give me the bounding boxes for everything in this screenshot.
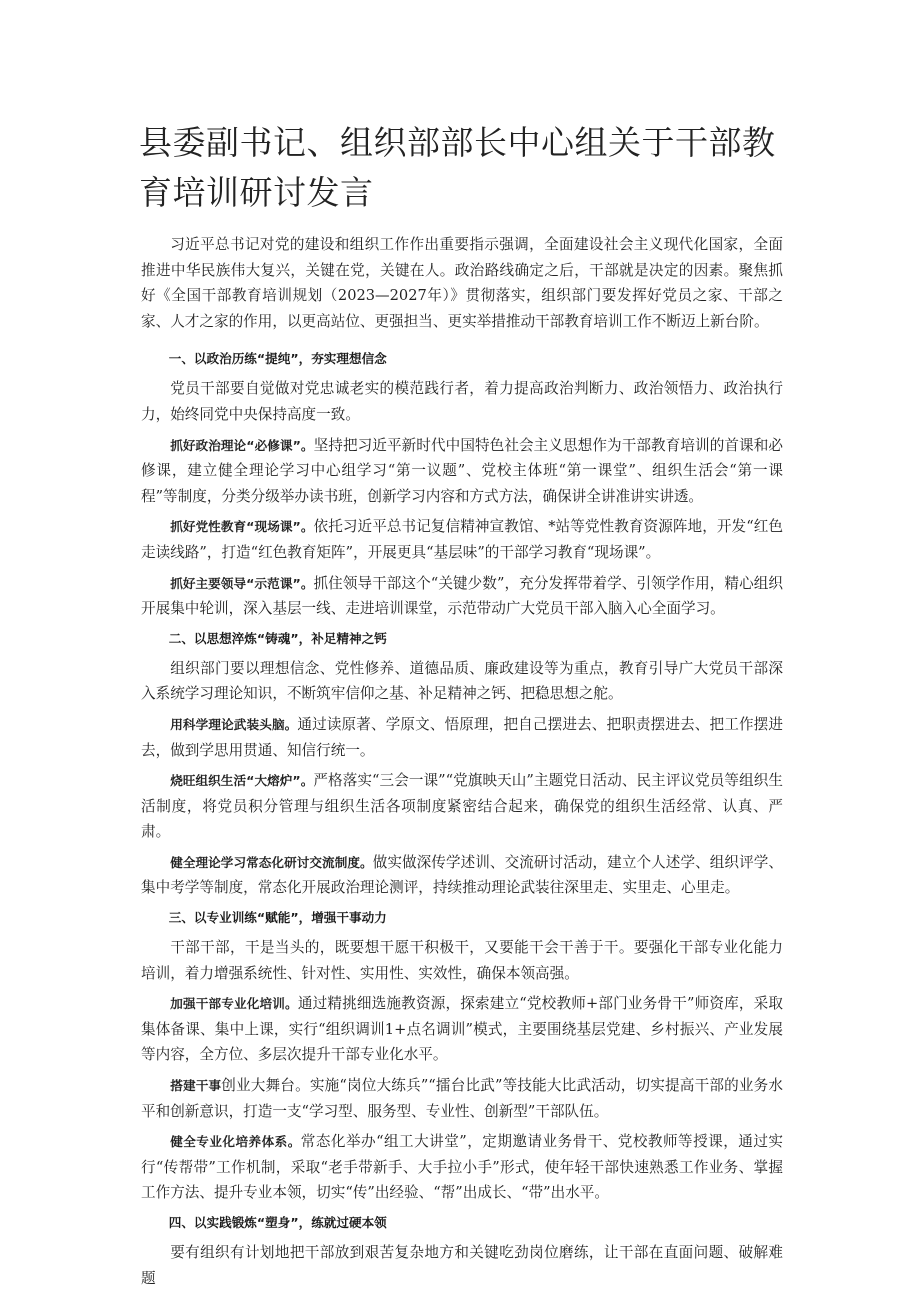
- section-item: [141, 514, 783, 565]
- item-text: 严格落实“三会一课”“党旗映天山”主题党日活动、民主评议党员等组织生活制度，将党员积分管理与组织生活各项制度紧密结合起来，确保党的组织生活经常、认真、严肃。: [141, 772, 783, 841]
- section-item: [141, 571, 783, 622]
- section-item: [141, 712, 783, 763]
- item-lead: 抓好党性教育“现场课”。: [170, 519, 314, 535]
- item-text: 通过读原著、学原文、悟原理，把自己摆进去、把职责摆进去、把工作摆进去，做到学思用贯通、知信行统一。: [141, 715, 783, 759]
- item-lead: 健全理论学习常态化研讨交流制度。: [170, 854, 373, 870]
- item-text: 抓住领导干部这个“关键少数”，充分发挥带着学、引领学作用，精心组织开展集中轮训，深入基层一线、走进培训课堂，示范带动广大党员干部入脑入心全面学习。: [141, 574, 783, 618]
- section-summary: 干部干部，干是当头的，既要想干愿干积极干，又要能干会干善于干。要强化干部专业化能力培训，着力增强系统性、针对性、实用性、实效性，确保本领高强。: [141, 939, 783, 982]
- item-lead: 抓好主要领导“示范课”。: [170, 575, 314, 591]
- section-item: [141, 1129, 783, 1206]
- item-lead: 抓好政治理论“必修课”。: [170, 437, 314, 453]
- item-text: 通过精挑细选施教资源，探索建立“党校教师+部门业务骨干”师资库，采取集体备课、集中上课，实行“组织调训1+点名调训”模式，主要围绕基层党建、乡村振兴、产业发展等内容，全方位、多层次提升干部专业化水平。: [141, 995, 783, 1064]
- item-text: 坚持把习近平新时代中国特色社会主义思想作为干部教育培训的首课和必修课，建立健全理论学习中心组学习“第一议题”、党校主体班“第一课堂”、组织生活会“第一课程”等制度，分类分级举办读书班，创新学习内容和方式方法，确保讲全讲准讲实讲透。: [141, 436, 783, 505]
- item-lead: 加强干部专业化培训。: [170, 996, 298, 1012]
- item-text: 做实做深传学述训、交流研讨活动，建立个人述学、组织评学、集中考学等制度，常态化开展政治理论测评，持续推动理论武装往深里走、实里走、心里走。: [141, 853, 783, 897]
- section-item: [141, 850, 783, 901]
- intro-paragraph: 习近平总书记对党的建设和组织工作作出重要指示强调，全面建设社会主义现代化国家，全面推进中华民族伟大复兴，关键在党，关键在人。政治路线确定之后，干部就是决定的因素。聚焦抓好《全国干部教育培训规划（2023—2027年）》贯彻落实，组织部门要发挥好党员之家、干部之家、人才之家的作用，以更高站位、更强担当、更实举措推动干部教育培训工作不断迈上新台阶。: [141, 236, 783, 330]
- section-item: [141, 1073, 783, 1124]
- item-text: 创业大舞台。实施“岗位大练兵”“擂台比武”等技能大比武活动，切实提高干部的业务水平和创新意识，打造一支“学习型、服务型、专业性、创新型”干部队伍。: [141, 1077, 783, 1120]
- section-item: [141, 433, 783, 510]
- section-summary: 组织部门要以理想信念、党性修养、道德品质、廉政建设等为重点，教育引导广大党员干部深入系统学习理论知识，不断筑牢信仰之基、补足精神之钙、把稳思想之舵。: [141, 659, 783, 703]
- item-text: 依托习近平总书记复信精神宣教馆、*站等党性教育资源阵地，开发“红色走读线路”，打造“红色教育矩阵”，开展更具“基层味”的干部学习教育“现场课”。: [141, 518, 783, 561]
- section-heading: 一、以政治历练“提纯”，夯实理想信念: [168, 351, 387, 367]
- item-lead: 搭建干事: [170, 1078, 222, 1094]
- section-item: [141, 768, 783, 845]
- item-text: 常态化举办“组工大讲堂”，定期邀请业务骨干、党校教师等授课，通过实行“传帮带”工作机制，采取“老手带新手、大手拉小手”形式，使年轻干部快速熟悉工作业务、掌握工作方法、提升专业本领，切实“传”出经验、“帮”出成长、“带”出水平。: [141, 1133, 783, 1202]
- item-lead: 用科学理论武装头脑。: [170, 716, 298, 732]
- section-item: [141, 991, 783, 1068]
- item-lead: 烧旺组织生活“大熔炉”。: [170, 773, 314, 789]
- section-heading: 三、以专业训练“赋能”，增强干事动力: [168, 910, 387, 926]
- section-heading: 二、以思想淬炼“铸魂”，补足精神之钙: [168, 630, 387, 646]
- item-lead: 健全专业化培养体系。: [170, 1134, 301, 1150]
- document-title: 县委副书记、组织部部长中心组关于干部教育培训研讨发言: [139, 123, 776, 212]
- section-summary: 要有组织有计划地把干部放到艰苦复杂地方和关键吃劲岗位磨练，让干部在直面问题、破解难题: [141, 1244, 783, 1287]
- document-body: [141, 232, 783, 1296]
- section-heading: 四、以实践锻炼“塑身”，练就过硬本领: [168, 1215, 387, 1230]
- section-summary: 党员干部要自觉做对党忠诚老实的模范践行者，着力提高政治判断力、政治领悟力、政治执行力，始终同党中央保持高度一致。: [141, 380, 783, 423]
